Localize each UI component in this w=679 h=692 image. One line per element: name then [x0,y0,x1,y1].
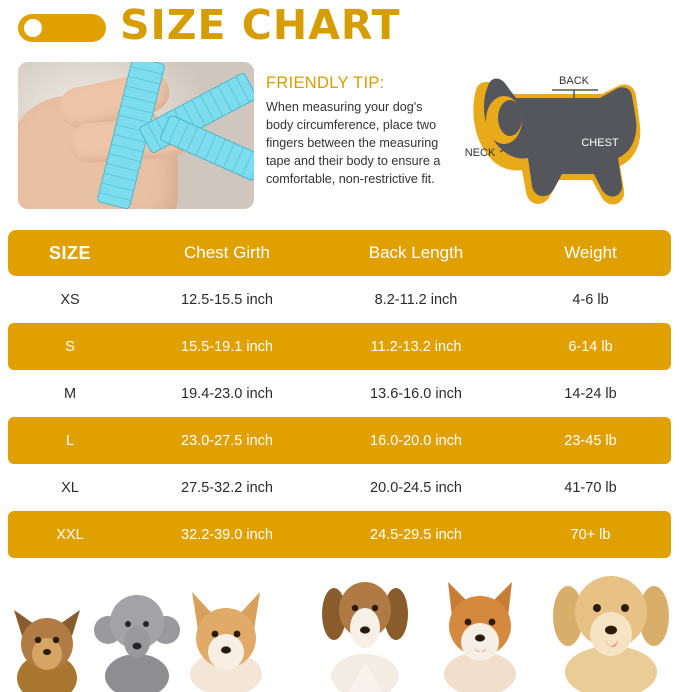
cell-chest: 19.4-23.0 inch [181,385,273,402]
cell-weight: 23-45 lb [564,432,617,449]
page-header [0,0,679,55]
harness-head [498,100,522,136]
label-neck: NECK [464,147,496,159]
harness-svg [452,56,672,220]
dog-yorkshire-terrier [4,592,90,692]
table-row [8,511,671,558]
toggle-pill-icon [18,14,106,42]
friendly-tip [266,74,452,188]
column-header-weight: Weight [564,243,617,262]
column-header-chest-girth: Chest Girth [184,243,270,262]
dog-golden-retriever [548,560,674,692]
dog-beagle [318,566,412,692]
table-row [8,417,671,464]
dog-photo-strip [0,560,679,692]
cell-size: XL [61,479,79,496]
cell-size: XXL [56,526,84,543]
cell-size: L [65,432,75,449]
cell-weight: 41-70 lb [564,479,617,496]
cell-chest: 15.5-19.1 inch [181,338,273,355]
cell-back: 11.2-13.2 inch [370,338,462,355]
info-row [0,56,679,224]
cell-weight: 6-14 lb [568,338,613,355]
friendly-tip-title: FRIENDLY TIP: [266,74,385,92]
table-header-row [8,230,671,276]
label-chest: CHEST [581,137,619,149]
cell-size: XS [60,291,80,308]
label-back: BACK [559,75,589,87]
table-row [8,370,671,417]
cell-back: 13.6-16.0 inch [370,385,462,402]
dog-poodle [92,584,182,692]
cell-chest: 12.5-15.5 inch [181,291,273,308]
cell-chest: 27.5-32.2 inch [181,479,273,496]
cell-size: M [63,385,77,402]
cell-back: 16.0-20.0 inch [370,432,462,449]
toggle-pill-knob [24,19,42,37]
dog-corgi [176,580,276,692]
table-row [8,464,671,511]
page-title: SIZE CHART [120,1,401,49]
cell-back: 24.5-29.5 inch [370,526,462,543]
table-row [8,323,671,370]
cell-chest: 23.0-27.5 inch [181,432,273,449]
size-table [8,230,671,558]
table-row [8,276,671,323]
cell-weight: 4-6 lb [572,291,609,308]
column-header-size: SIZE [48,242,91,263]
friendly-tip-body: When measuring your dog's body circumference, place two fingers between the measuring tape and their body to ensure a comfortable, non-restrictive fit. [266,100,441,186]
measuring-photo [18,62,254,209]
dog-shiba-inu [430,574,530,692]
cell-weight: 70+ lb [570,526,611,543]
column-header-back-length: Back Length [368,243,464,262]
cell-back: 8.2-11.2 inch [374,291,458,308]
cell-size: S [65,338,75,355]
cell-weight: 14-24 lb [564,385,617,402]
cell-chest: 32.2-39.0 inch [181,526,273,543]
cell-back: 20.0-24.5 inch [370,479,462,496]
harness-diagram [452,56,672,220]
